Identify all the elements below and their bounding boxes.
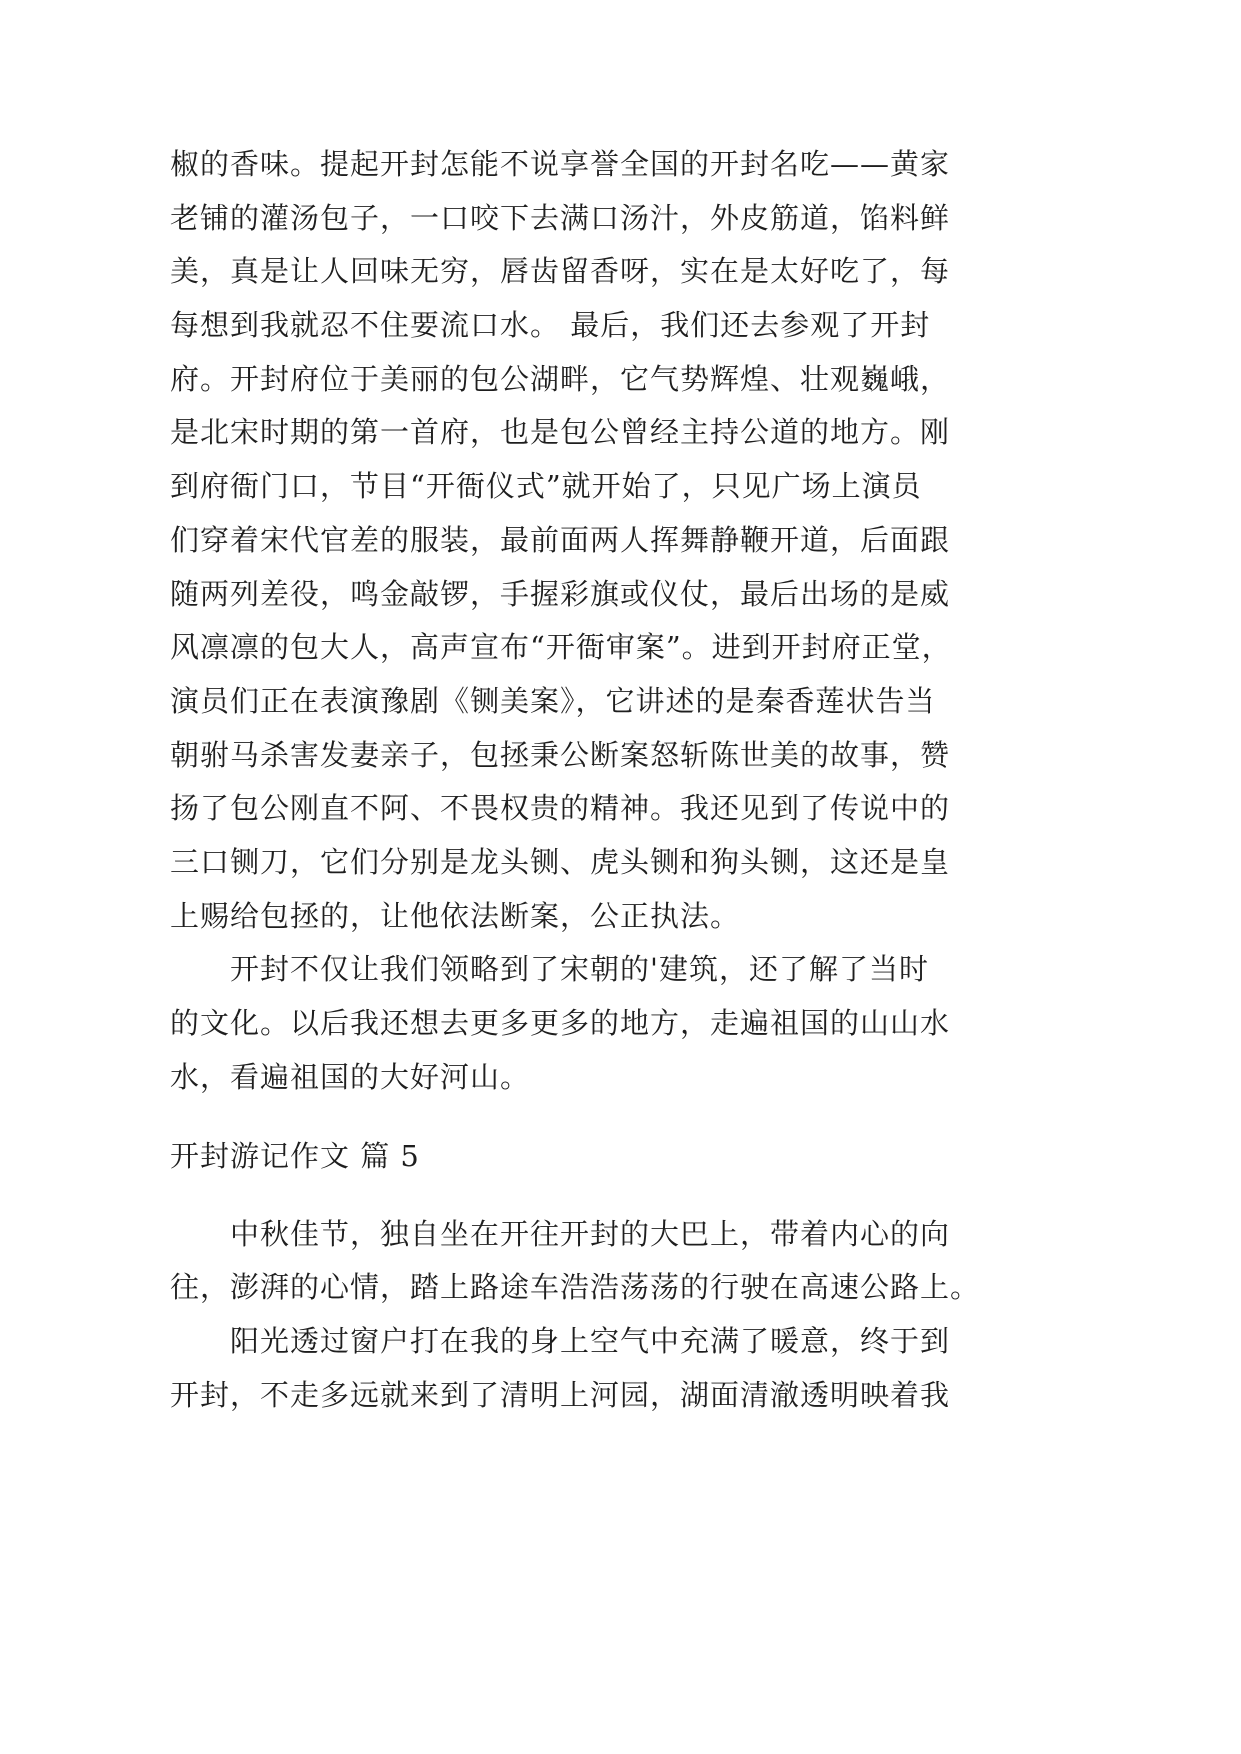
- text-line: 的文化。以后我还想去更多更多的地方，走遍祖国的山山水: [170, 1006, 951, 1040]
- text-line: 往，澎湃的心情，踏上路途车浩浩荡荡的行驶在高速公路上。: [170, 1270, 981, 1305]
- paragraph: [170, 943, 1241, 1104]
- text-line: 风凛凛的包大人，高声宣布“开衙审案”。进到开封府正堂，: [170, 630, 952, 665]
- text-line: 府。开封府位于美丽的包公湖畔，它气势辉煌、壮观巍峨，: [170, 361, 951, 396]
- text-line: 美，真是让人回味无穷，唇齿留香呀，实在是太好吃了，每: [170, 254, 951, 289]
- text-line: 扬了包公刚直不阿、不畏权贵的精神。我还见到了传说中的: [170, 791, 951, 826]
- text-line: 开封，不走多远就来到了清明上河园，湖面清澈透明映着我: [170, 1377, 951, 1412]
- paragraph: [170, 1208, 1241, 1315]
- text-line: 开封不仅让我们领略到了宋朝的'建筑，还了解了当时: [230, 952, 929, 987]
- text-line: 朝驸马杀害发妻亲子，包拯秉公断案怒斩陈世美的故事，赞: [170, 737, 951, 772]
- section-heading: 开封游记作文 篇 5: [170, 1138, 420, 1173]
- text-line: 演员们正在表演豫剧《铡美案》，它讲述的是秦香莲状告当: [170, 683, 936, 718]
- text-line: 每想到我就忍不住要流口水。 最后，我们还去参观了开封: [170, 308, 931, 343]
- text-line: 椒的香味。提起开封怎能不说享誉全国的开封名吃——黄家: [170, 147, 951, 181]
- text-line: 随两列差役，鸣金敲锣，手握彩旗或仪仗，最后出场的是威: [170, 576, 951, 611]
- text-line: 中秋佳节，独自坐在开往开封的大巴上，带着内心的向: [230, 1216, 951, 1251]
- text-line: 上赐给包拯的，让他依法断案，公正执法。: [170, 898, 741, 933]
- text-line: 水，看遍祖国的大好河山。: [170, 1059, 531, 1094]
- text-line: 阳光透过窗户打在我的身上空气中充满了暖意，终于到: [230, 1324, 951, 1358]
- text-line: 到府衙门口，节目“开衙仪式”就开始了，只见广场上演员: [170, 469, 922, 504]
- text-line: 是北宋时期的第一首府，也是包公曾经主持公道的地方。刚: [170, 415, 951, 450]
- paragraph: [170, 1315, 1241, 1422]
- text-line: 老铺的灌汤包子，一口咬下去满口汤汁，外皮筋道，馅料鲜: [170, 200, 951, 235]
- paragraph: [170, 138, 1241, 943]
- text-line: 们穿着宋代官差的服装，最前面两人挥舞静鞭开道，后面跟: [170, 522, 951, 557]
- text-line: 三口铡刀，它们分别是龙头铡、虎头铡和狗头铡，这还是皇: [170, 844, 951, 879]
